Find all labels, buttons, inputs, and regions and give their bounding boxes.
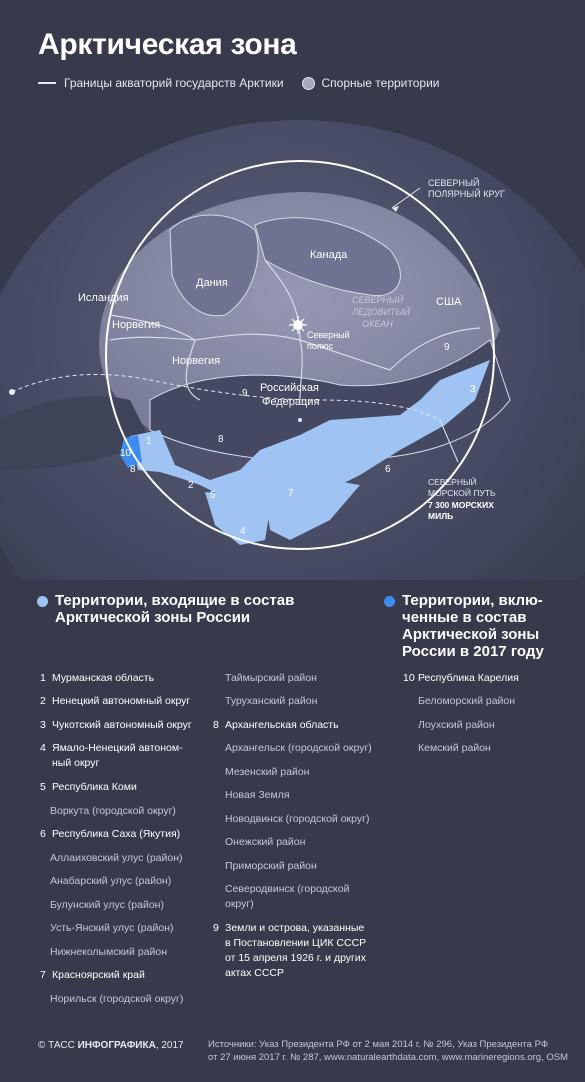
map-legend [38, 76, 440, 90]
list-subitem: Нижнеколымский район [50, 946, 167, 958]
list-subitem: Туруханский район [225, 695, 318, 707]
map-region-9b: 9 [444, 342, 450, 353]
map-region-5: 5 [210, 490, 216, 501]
bright-blue-dot-icon [384, 596, 395, 607]
border-line-icon [38, 82, 56, 84]
list-subitem: Северодвинск (городской [225, 883, 350, 895]
label-route-2: МОРСКОЙ ПУТЬ [428, 488, 496, 498]
list-subitem: Таймырский район [225, 672, 317, 684]
list-subitem: Лоухский район [418, 719, 495, 731]
arctic-map [0, 100, 585, 580]
footer-sources [208, 1038, 568, 1064]
list-subitem: Анабарский улус (район) [50, 875, 172, 887]
map-region-8b: 8 [130, 464, 136, 475]
label-route-length-2: МИЛЬ [428, 511, 454, 521]
list-subitem: Норильск (городской округ) [50, 993, 184, 1005]
footer-credit [38, 1040, 184, 1051]
section-russia-zone-label: Территории, входящие в состав Арктической зоны России [55, 592, 295, 626]
footer-year: , 2017 [155, 1040, 184, 1051]
list-subitem: Архангельск (городской округ) [225, 742, 372, 754]
list-subitem: округ) [225, 898, 254, 910]
label-russia-2: Федерация [262, 396, 320, 408]
page-title: Арктическая зона [38, 28, 297, 61]
label-norway-1: Норвегия [112, 319, 161, 331]
map-region-1: 1 [146, 436, 152, 447]
list-subitem: Усть-Янский улус (район) [50, 922, 174, 934]
label-ocean-1: СЕВЕРНЫЙ [352, 295, 404, 305]
disputed-mark [298, 418, 302, 422]
arctic-circle-label-2: ПОЛЯРНЫЙ КРУГ [428, 189, 505, 199]
list-subitem: Онежский район [225, 836, 306, 848]
disputed-dot-icon [302, 77, 315, 90]
map-region-2: 2 [188, 480, 194, 491]
list-subitem: Воркута (городской округ) [50, 805, 176, 817]
list-subitem: Новодвинск (городской округ) [225, 813, 370, 825]
label-canada: Канада [310, 249, 348, 261]
label-north-pole-2: полюс [307, 341, 334, 351]
list-subitem: Кемский район [418, 742, 491, 754]
legend-borders-label: Границы акваторий государств Арктики [64, 76, 284, 90]
label-usa: США [436, 296, 462, 308]
map-region-6: 6 [385, 464, 391, 475]
map-region-8a: 8 [218, 434, 224, 445]
list-subitem: Новая Земля [225, 789, 290, 801]
footer-copyright: © ТАСС [38, 1040, 75, 1051]
route-start-dot [9, 389, 15, 395]
label-denmark: Дания [196, 277, 228, 289]
label-route-1: СЕВЕРНЫЙ [428, 477, 477, 487]
footer-sources-line-2: от 27 июня 2017 г. № 287, www.naturalearthdata.com, www.marineregions.org, OSM [208, 1052, 568, 1063]
map-region-10: 10 [120, 448, 132, 459]
footer-brand: ИНФОГРАФИКА [77, 1040, 156, 1051]
label-route-length-1: 7 300 МОРСКИХ [428, 500, 494, 510]
list-subitem: Мезенский район [225, 766, 310, 778]
arctic-circle-label-1: СЕВЕРНЫЙ [428, 178, 480, 188]
list-subitem: Аллаиховский улус (район) [50, 852, 183, 864]
label-north-pole-1: Северный [307, 330, 350, 340]
section-added-2017-label: Территории, вклю-ченные в состав Арктической зоны России в 2017 году [402, 592, 544, 660]
label-iceland: Исландия [78, 292, 129, 304]
map-region-9a: 9 [242, 388, 248, 399]
label-norway-2: Норвегия [172, 355, 221, 367]
list-subitem: Булунский улус (район) [50, 899, 164, 911]
map-region-7: 7 [288, 488, 294, 499]
section-russia-zone [55, 592, 315, 626]
list-subitem: Приморский район [225, 860, 317, 872]
map-region-4: 4 [240, 526, 246, 537]
list-subitem: Беломорский район [418, 695, 516, 707]
label-ocean-2: ЛЕДОВИТЫЙ [352, 307, 410, 317]
label-russia-1: Российская [260, 382, 319, 394]
legend-disputed-label: Спорные территории [321, 76, 440, 90]
label-ocean-3: ОКЕАН [362, 319, 393, 329]
light-blue-dot-icon [37, 596, 48, 607]
map-region-3: 3 [470, 384, 476, 395]
section-added-2017 [402, 592, 562, 660]
footer-sources-line-1: Источники: Указ Президента РФ от 2 мая 2014 г. № 296, Указ Президента РФ [208, 1039, 549, 1050]
